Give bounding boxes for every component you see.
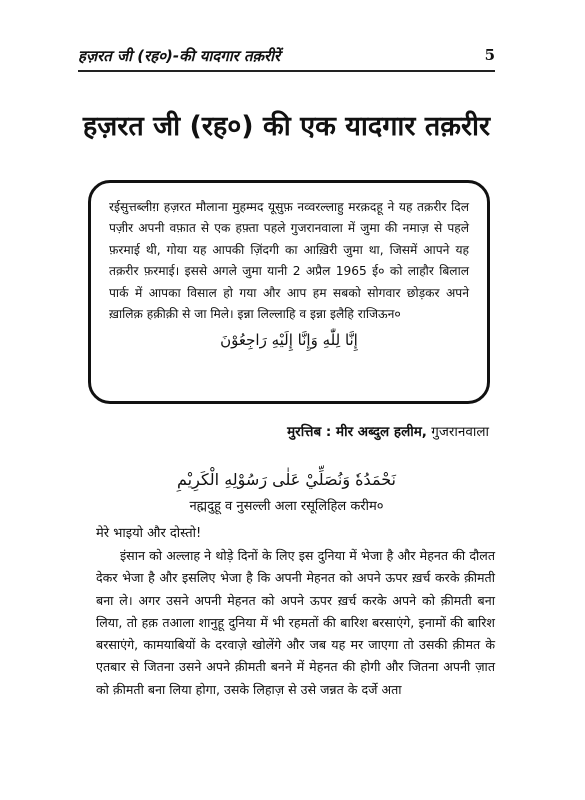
page-number: 5 (484, 46, 495, 64)
paragraph: इंसान को अल्लाह ने थोड़े दिनों के लिए इस दुनिया में भेजा है और मेहनत की दौलत देकर भेजा है और इसलिए भेजा है कि अपनी मेहनत को अपने ऊपर ख़र्च करके क़ीमती बना ले। अगर उसने अपनी मेहनत को अपने ऊपर ख़र्च करके अपने को क़ीमती बना लिया, तो हक़ तआला शानुहू दुनिया में भी रहमतों की बारिश बरसाएंगे, इनामों की बारिश बरसाएंगे, कामयाबियों के दरवाज़े खोलेंगे और जब यह मर जाएगा तो उसकी क़ीमत के एतबार से जितना उसने अपने क़ीमती बनने में मेहनत की होगी और जितना अपनी ज़ात को क़ीमती बना लिया होगा, उसके लिहाज़ से उसे जन्नत के दर्जे अता (96, 548, 495, 697)
invocation-transliteration: नह्मदुहू व नुसल्ली अला रसूलिहिल करीम० (189, 499, 384, 514)
compiler-place: गुजरानवाला (431, 424, 489, 440)
compiler-name: मुरत्तिब : मीर अब्दुल हलीम, (287, 424, 427, 440)
page-title: हज़रत जी (रह०) की एक यादगार तक़रीर (82, 111, 491, 142)
arabic-invocation: نَحْمَدُهٗ وَنُصَلِّيْ عَلٰى رَسُوْلِهِ الْكَرِيْمِ (177, 470, 396, 489)
intro-arabic-verse: إِنَّا لِلّٰهِ وَإِنَّا إِلَيْهِ رَاجِعُوْنَ (220, 331, 358, 350)
intro-text: रईसुत्तब्लीग़ हज़रत मौलाना मुहम्मद यूसुफ़ नव्वरल्लाहु मरक़दहू ने यह तक़रीर दिल पज़ीर अपनी वफ़ात से एक हफ़्ता पहले गुजरानवाला में जुमा की नमाज़ से पहले फ़रमाई थी, गोया यह आपकी ज़िंदगी का आख़िरी जुमा था, जिसमें आपने यह तक़रीर फ़रमाई। इससे अगले जुमा यानी 2 अप्रैल 1965 ई० को लाहौर बिलाल पार्क में आपका विसाल हो गया और आप हम सबको सोगवार छोड़कर अपने ख़ालिक़ हक़ीक़ी से जा मिले। इन्ना लिल्लाहि व इन्ना इलैहि राजिऊन० (109, 200, 469, 322)
intro-box (88, 180, 490, 404)
body-text (96, 545, 495, 701)
greeting: मेरे भाइयो और दोस्तो! (96, 526, 202, 541)
running-title: हज़रत जी (रह०)-की यादगार तक़रीरें (78, 47, 281, 65)
compiler-credit (287, 422, 489, 440)
page-header (78, 42, 495, 72)
